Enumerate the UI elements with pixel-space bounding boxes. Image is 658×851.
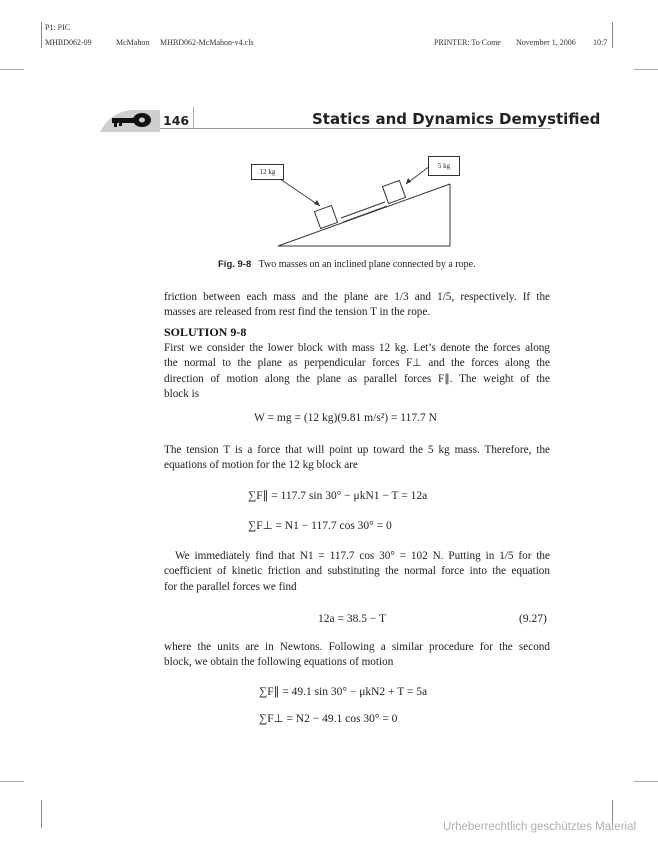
- page-number: 146: [163, 113, 190, 128]
- text-line: for the parallel forces we find: [164, 580, 297, 593]
- text-line: equations of motion for the 12 kg block are: [164, 459, 358, 472]
- text-line: block is: [164, 388, 200, 401]
- crop-mark-bottom-left: [0, 781, 24, 782]
- solution-paragraph-2: [164, 443, 550, 474]
- crop-mark-right-top: [612, 22, 613, 48]
- text-line: where the units are in Newtons. Following a similar procedure for the second: [164, 641, 550, 653]
- crop-mark-left-bottom: [41, 800, 42, 828]
- equation-parallel-1: ∑F∥ = 117.7 sin 30° − μkN1 − T = 12a: [248, 490, 428, 502]
- solution-heading: SOLUTION 9-8: [164, 325, 247, 339]
- label-5kg: 5 kg: [428, 156, 460, 176]
- label-12kg: 12 kg: [251, 164, 284, 180]
- text-line: friction between each mass and the plane are 1/3 and 1/5, respectively. If the: [164, 291, 550, 303]
- incline-slope: [278, 184, 450, 246]
- crop-mark-top-right: [634, 69, 658, 70]
- running-head-divider: [193, 107, 194, 129]
- text-line: First we consider the lower block with mass 12 kg. Let’s denote the forces along: [164, 342, 550, 354]
- intro-paragraph: [164, 290, 550, 321]
- equation-weight: W = mg = (12 kg)(9.81 m/s²) = 117.7 N: [254, 412, 437, 424]
- printer-header-file: MHBD062-McMahon-v4.cls: [160, 38, 254, 47]
- copyright-watermark: Urheberrechtlich geschütztes Material: [443, 821, 637, 833]
- figure-caption-text: Two masses on an inclined plane connected by a rope.: [258, 259, 476, 270]
- crop-mark-bottom-right: [634, 781, 658, 782]
- printer-header-printer: PRINTER: To Come: [434, 38, 501, 47]
- figure-caption: [218, 259, 476, 270]
- leader-12kg: [280, 179, 320, 206]
- equation-parallel-2: ∑F∥ = 49.1 sin 30° − μkN2 + T = 5a: [259, 686, 428, 698]
- key-icon: [100, 106, 160, 132]
- text-line: masses are released from rest find the tension T in the rope.: [164, 306, 431, 319]
- text-line: direction of motion along the plane as parallel forces F∥. The weight of the: [164, 372, 550, 385]
- block-5kg: [382, 180, 405, 203]
- figure-caption-number: Fig. 9-8: [218, 259, 252, 270]
- rope-edge: [343, 206, 387, 222]
- text-line: We immediately find that N1 = 117.7 cos 30° = 102 N. Putting in 1/5 for the: [175, 550, 550, 562]
- printer-header-job: MHBD062-09: [45, 38, 92, 47]
- block-12kg: [314, 205, 337, 228]
- equation-9-27: 12a = 38.5 − T: [318, 613, 387, 625]
- printer-header-line1: P1: PIC: [45, 23, 71, 32]
- crop-mark-top-left: [0, 69, 24, 70]
- printer-header-author: McMahon: [116, 38, 150, 47]
- text-line: the normal to the plane as perpendicular forces F⊥ and the forces along the: [164, 357, 550, 370]
- crop-mark-left-top: [41, 22, 42, 48]
- printer-header-date: November 1, 2006: [516, 38, 576, 47]
- text-line: block, we obtain the following equations of motion: [164, 656, 394, 669]
- running-head-rule: [160, 128, 551, 129]
- equation-perp-2: ∑F⊥ = N2 − 49.1 cos 30° = 0: [259, 713, 398, 725]
- text-line: coefficient of kinetic friction and substituting the normal force into the equation: [164, 565, 550, 578]
- equation-number: (9.27): [519, 613, 547, 625]
- solution-paragraph-1: [164, 341, 550, 403]
- printer-header-time: 10:7: [593, 38, 608, 47]
- running-head-title: Statics and Dynamics Demystified: [312, 110, 601, 128]
- text-line: The tension T is a force that will point up toward the 5 kg mass. Therefore, the: [164, 444, 550, 456]
- equation-perp-1: ∑F⊥ = N1 − 117.7 cos 30° = 0: [248, 520, 392, 532]
- solution-paragraph-3: [164, 549, 550, 595]
- solution-paragraph-4: [164, 640, 550, 671]
